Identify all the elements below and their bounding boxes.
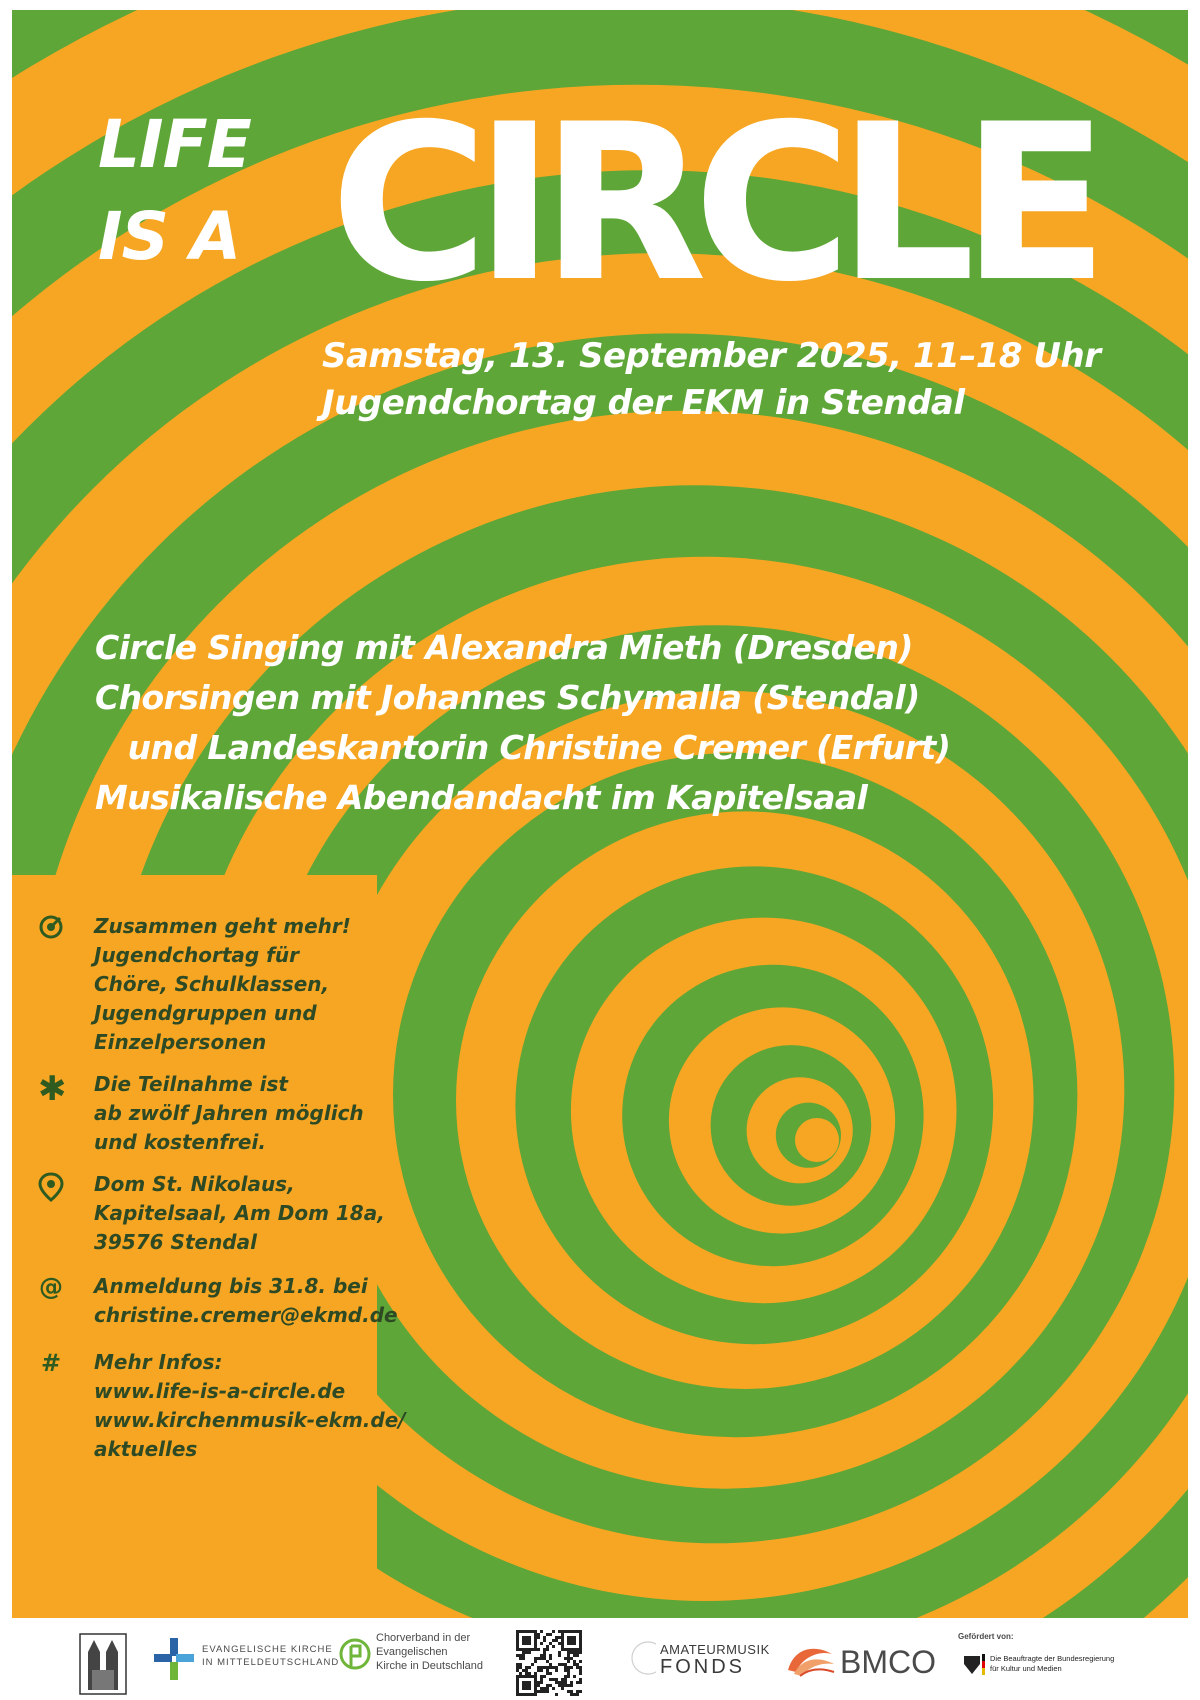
info-line: Dom St. Nikolaus, — [94, 1172, 295, 1196]
spiral-ring — [795, 1118, 839, 1162]
info-line: Kapitelsaal, Am Dom 18a, — [94, 1201, 385, 1225]
ekm-name-line1: EVANGELISCHE KIRCHE — [202, 1644, 333, 1655]
location-pin-icon — [38, 1172, 64, 1198]
title-is-a: IS A — [98, 198, 241, 275]
info-line: 39576 Stendal — [94, 1230, 257, 1254]
chorverband-logo — [338, 1630, 498, 1690]
hash-icon: # — [40, 1349, 62, 1377]
info-line: ab zwölf Jahren möglich — [94, 1101, 364, 1125]
chorverband-line3: Kirche in Deutschland — [376, 1660, 484, 1672]
poster — [12, 10, 1188, 1618]
ekm-logo — [150, 1630, 340, 1690]
domkantorei-logo — [74, 1630, 132, 1690]
info-line: und kostenfrei. — [94, 1130, 266, 1154]
bmco-logo — [784, 1630, 944, 1690]
title-circle: CIRCLE — [330, 78, 1095, 329]
funded-by-label: Gefördert von: — [958, 1632, 1014, 1641]
asterisk-icon: ✱ — [38, 1069, 67, 1109]
event-name: Jugendchortag der EKM in Stendal — [322, 383, 965, 423]
info-line — [94, 1406, 406, 1435]
event-date: Samstag, 13. September 2025, 11–18 Uhr — [322, 336, 1101, 376]
info-line: Zusammen geht mehr! — [94, 914, 351, 938]
info-line[interactable] — [94, 1301, 398, 1330]
target-icon — [38, 914, 64, 940]
program-item: Chorsingen mit Johannes Schymalla (Stendal) — [95, 678, 920, 717]
info-line — [94, 1377, 406, 1406]
program-item: und Landeskantorin Christine Cremer (Erfurt) — [95, 728, 951, 767]
info-line: Einzelpersonen — [94, 1030, 267, 1054]
amateurmusik-fonds-logo — [624, 1630, 770, 1690]
info-line: Jugendchortag für — [94, 943, 299, 967]
amateurmusik-line1: AMATEURMUSIK — [660, 1642, 770, 1657]
bmco-name: BMCO — [840, 1644, 936, 1680]
info-line: aktuelles — [94, 1437, 198, 1461]
at-icon: @ — [39, 1273, 63, 1301]
chorverband-line2: Evangelischen — [376, 1646, 448, 1658]
title-life: LIFE — [98, 106, 251, 183]
program-item: Musikalische Abendandacht im Kapitelsaal — [95, 778, 868, 817]
kirchenmusik-link[interactable]: www.kirchenmusik-ekm.de/ — [94, 1408, 406, 1432]
email-link[interactable]: christine.cremer@ekmd.de — [94, 1303, 398, 1327]
info-line: Mehr Infos: — [94, 1350, 223, 1374]
program-item: Circle Singing mit Alexandra Mieth (Dresden) — [95, 628, 913, 667]
info-line: Jugendgruppen und — [94, 1001, 317, 1025]
chorverband-line1: Chorverband in der — [376, 1632, 471, 1644]
info-line: Anmeldung bis 31.8. bei — [94, 1274, 368, 1298]
info-line: Chöre, Schulklassen, — [94, 972, 330, 996]
info-line: Die Teilnahme ist — [94, 1072, 288, 1096]
qr-code[interactable] — [516, 1630, 582, 1690]
funder-line1: Die Beauftragte der Bundesregierung — [990, 1654, 1115, 1663]
funder-line2: für Kultur und Medien — [990, 1664, 1062, 1673]
amateurmusik-line2: FONDS — [660, 1656, 745, 1678]
website-link[interactable]: www.life-is-a-circle.de — [94, 1379, 346, 1403]
bkm-logo — [958, 1630, 1158, 1690]
ekm-name-line2: IN MITTELDEUTSCHLAND — [202, 1657, 340, 1668]
sponsor-footer — [0, 1618, 1200, 1697]
